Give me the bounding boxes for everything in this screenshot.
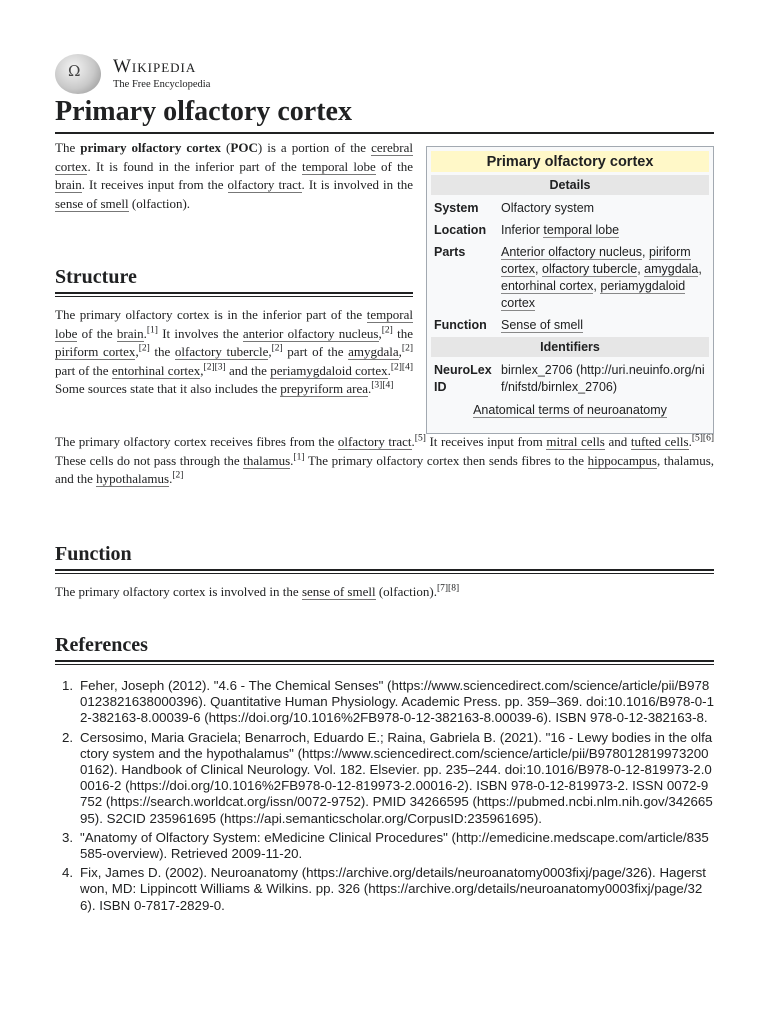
- section-divider: [55, 569, 714, 574]
- text: (: [221, 140, 231, 155]
- infobox-link-temporal-lobe[interactable]: temporal lobe: [543, 223, 620, 237]
- infobox-label: Location: [434, 223, 487, 237]
- structure-paragraph-2: The primary olfactory cortex receives fibres from the olfactory tract.[5] It receives input from mitral cells and tufted cells.[5][6] These cells do not pass through the thalamus.[1] The primary olfactory cortex then sends fibres to the hippocampus, thalamus, and the hypothalamus.[2]: [55, 433, 715, 487]
- structure-paragraph-1: The primary olfactory cortex is in the inferior part of the temporal lobe of the brain.[1] It involves the anterior olfactory nucleus,[2] the piriform cortex,[2] the olfactory tubercle,[2] part of the amygdala,[2] part of the entorhinal cortex,[2][3] and the periamygdaloid cortex.[2][4] Some sources state that it also includes the prepyriform area.[3][4]: [55, 307, 414, 397]
- logo-name: Wikipedia: [113, 56, 197, 78]
- text: (olfaction).: [375, 584, 437, 599]
- link-olfactory-tract[interactable]: olfactory tract: [227, 177, 302, 193]
- link-brain[interactable]: brain: [116, 325, 144, 341]
- text: The primary olfactory cortex is in the inferior part of the: [55, 307, 367, 322]
- lead-paragraph: [55, 139, 413, 213]
- infobox-value: Anterior olfactory nucleus, piriform cortex, olfactory tubercle, amygdala, entorhinal cortex, periamygdaloid cortex: [501, 245, 702, 310]
- link-brain[interactable]: brain: [55, 177, 82, 193]
- link-mitral-cells[interactable]: mitral cells: [546, 434, 605, 449]
- infobox-value: Olfactory system: [501, 201, 595, 215]
- text: , thalamus, and the: [55, 452, 715, 487]
- citation[interactable]: [3][4]: [371, 381, 394, 392]
- function-paragraph: [55, 583, 714, 602]
- wikipedia-globe-icon: [55, 54, 101, 94]
- infobox-link-part[interactable]: amygdala: [644, 262, 699, 276]
- link-prepyriform-area[interactable]: prepyriform area: [280, 381, 368, 397]
- section-divider: [55, 292, 413, 297]
- infobox-link-part[interactable]: periamygdaloid cortex: [501, 279, 686, 310]
- text: part of the: [55, 362, 112, 378]
- references-list: [62, 678, 715, 917]
- citation[interactable]: [2]: [381, 325, 393, 336]
- link-entorhinal-cortex[interactable]: entorhinal cortex: [111, 362, 201, 378]
- title-divider: [55, 132, 714, 134]
- reference-number: 4.: [62, 865, 74, 881]
- text: Some sources state that it also includes the: [55, 381, 281, 397]
- reference-text[interactable]: Feher, Joseph (2012). "4.6 - The Chemical Senses" (https://www.sciencedirect.com/science/article/pii/B9780123821638000396). Quantitative Human Physiology. Academic Press. pp. 359–369. doi:10.1016/B978-0-12-382163-8.00039-6 (https://doi.org/10.1016%2FB978-0-12-382163-8.00039-6). ISBN 978-0-12-382163-8.: [80, 678, 715, 726]
- link-sense-of-smell[interactable]: sense of smell: [55, 195, 129, 211]
- infobox-label: System: [434, 201, 479, 215]
- infobox-link-part[interactable]: piriform cortex: [501, 245, 691, 276]
- citation[interactable]: [2]: [401, 343, 413, 354]
- page-title: Primary olfactory cortex: [55, 96, 352, 127]
- infobox-label: NeuroLex ID: [434, 363, 492, 394]
- citation[interactable]: [2][3]: [203, 362, 226, 373]
- heading-references: References: [55, 634, 148, 656]
- infobox-link-part[interactable]: olfactory tubercle: [542, 262, 638, 276]
- infobox-label: Function: [434, 318, 487, 332]
- text: . It is involved in the: [301, 177, 414, 193]
- link-olfactory-tubercle[interactable]: olfactory tubercle: [174, 344, 269, 360]
- citation[interactable]: [2]: [271, 343, 283, 354]
- citation[interactable]: [7][8]: [436, 583, 460, 594]
- link-hippocampus[interactable]: hippocampus: [587, 452, 657, 468]
- text: the: [392, 325, 413, 341]
- link-temporal-lobe[interactable]: temporal lobe: [55, 307, 413, 341]
- text: of the: [77, 325, 117, 341]
- heading-structure: Structure: [55, 266, 137, 288]
- link-temporal-lobe[interactable]: temporal lobe: [301, 158, 376, 174]
- link-anatomical-terms[interactable]: Anatomical terms of neuroanatomy: [473, 403, 667, 417]
- link-periamygdaloid-cortex[interactable]: periamygdaloid cortex: [270, 362, 388, 378]
- infobox-identifiers-header: Identifiers: [431, 337, 709, 357]
- citation[interactable]: [2]: [172, 470, 184, 481]
- text: of the: [375, 158, 413, 174]
- link-cerebral-cortex[interactable]: cerebral cortex: [55, 140, 413, 174]
- text: . It receives input from the: [81, 177, 228, 193]
- infobox-value: [501, 317, 709, 334]
- heading-function: Function: [55, 543, 132, 565]
- text: These cells do not pass through the: [55, 452, 244, 468]
- infobox-row-parts: [431, 244, 709, 312]
- text: It receives input from: [425, 434, 547, 449]
- link-olfactory-tract[interactable]: olfactory tract: [337, 434, 412, 449]
- citation[interactable]: [5]: [414, 433, 426, 444]
- citation[interactable]: [5][6]: [691, 433, 715, 444]
- reference-item: [62, 829, 714, 862]
- text: The primary olfactory cortex receives fibres from the: [55, 434, 338, 449]
- reference-item: [62, 729, 714, 827]
- infobox-row-location: [431, 222, 709, 239]
- infobox-footer-link[interactable]: [431, 403, 709, 417]
- reference-number: 1.: [62, 678, 74, 693]
- abbr-bold: POC: [230, 140, 258, 155]
- citation[interactable]: [2]: [138, 343, 150, 354]
- link-anterior-olfactory-nucleus[interactable]: anterior olfactory nucleus: [242, 325, 379, 341]
- infobox-link-sense-of-smell[interactable]: Sense of smell: [501, 318, 583, 332]
- section-divider: [55, 660, 714, 665]
- reference-number: 2.: [62, 729, 74, 745]
- text: part of the: [282, 344, 349, 360]
- text: The primary olfactory cortex is involved in the: [55, 584, 302, 599]
- infobox-row-neurolex: [431, 362, 709, 396]
- reference-number: 3.: [62, 829, 74, 845]
- infobox-link-neurolex[interactable]: birnlex_2706 (http://uri.neuinfo.org/nif/nifstd/birnlex_2706): [501, 363, 705, 394]
- reference-item: [62, 678, 715, 727]
- citation[interactable]: [1]: [146, 325, 158, 336]
- infobox: [426, 146, 714, 434]
- wikipedia-wordmark: [113, 57, 210, 91]
- citation[interactable]: [2][4]: [390, 362, 414, 373]
- link-hypothalamus[interactable]: hypothalamus: [96, 471, 170, 487]
- infobox-row-function: [431, 317, 709, 334]
- term-bold: primary olfactory cortex: [80, 140, 222, 155]
- text: (olfaction).: [128, 195, 191, 211]
- link-tufted-cells[interactable]: tufted cells: [630, 434, 689, 449]
- infobox-title: Primary olfactory cortex: [431, 151, 709, 172]
- infobox-value: [501, 222, 709, 239]
- infobox-label: Parts: [434, 245, 466, 259]
- text: The primary olfactory cortex then sends fibres to the: [304, 452, 588, 468]
- citation[interactable]: [1]: [293, 452, 305, 463]
- text: The: [55, 140, 81, 155]
- text: ) is a portion of the: [257, 140, 372, 155]
- wikipedia-logo[interactable]: [55, 54, 210, 94]
- reference-item: [62, 865, 714, 914]
- link-piriform-cortex[interactable]: piriform cortex: [55, 344, 136, 360]
- infobox-link-part[interactable]: Anterior olfactory nucleus: [501, 245, 643, 259]
- infobox-details-header: Details: [431, 175, 709, 195]
- text: and the: [225, 362, 271, 378]
- text: . It is found in the inferior part of the: [87, 158, 302, 174]
- infobox-link-part[interactable]: entorhinal cortex: [501, 279, 594, 293]
- infobox-row-system: [431, 200, 709, 217]
- text: Inferior: [501, 223, 544, 237]
- reference-text[interactable]: Cersosimo, Maria Graciela; Benarroch, Eduardo E.; Raina, Gabriela B. (2021). "16 - Lewy bodies in the olfactory system and the hypothalamus" (https://www.sciencedirect.com/science/article/pii/B9780128199732000162). Handbook of Clinical Neurology. Vol. 182. Elsevier. pp. 235–244. doi:10.1016/B978-0-12-819973-2.00016-2 (https://doi.org/10.1016%2FB978-0-12-819973-2.00016-2). ISBN 978-0-12-819973-2. ISSN 0072-9752 (https://search.worldcat.org/issn/0072-9752). PMID 34266595 (https://pubmed.ncbi.nlm.nih.gov/34266595). S2CID 235961695 (https://api.semanticscholar.org/CorpusID:235961695).: [80, 729, 713, 826]
- link-thalamus[interactable]: thalamus: [243, 452, 291, 468]
- logo-tagline: The Free Encyclopedia: [113, 79, 211, 91]
- link-amygdala[interactable]: amygdala: [348, 344, 399, 360]
- text: and: [604, 434, 631, 449]
- link-sense-of-smell[interactable]: sense of smell: [301, 584, 376, 599]
- text: It involves the: [157, 325, 243, 341]
- reference-text[interactable]: Fix, James D. (2002). Neuroanatomy (https://archive.org/details/neuroanatomy0003fixj/page/326). Hagerstwon, MD: Lippincott Williams & Wilkins. pp. 326 (https://archive.org/details/neuroanatomy0003fixj/page/326). ISBN 0-7817-2829-0.: [80, 865, 707, 913]
- reference-text[interactable]: "Anatomy of Olfactory System: eMedicine Clinical Procedures" (http://emedicine.medscape.com/article/835585-overview). Retrieved 2009-11-20.: [80, 829, 709, 862]
- text: the: [149, 344, 175, 360]
